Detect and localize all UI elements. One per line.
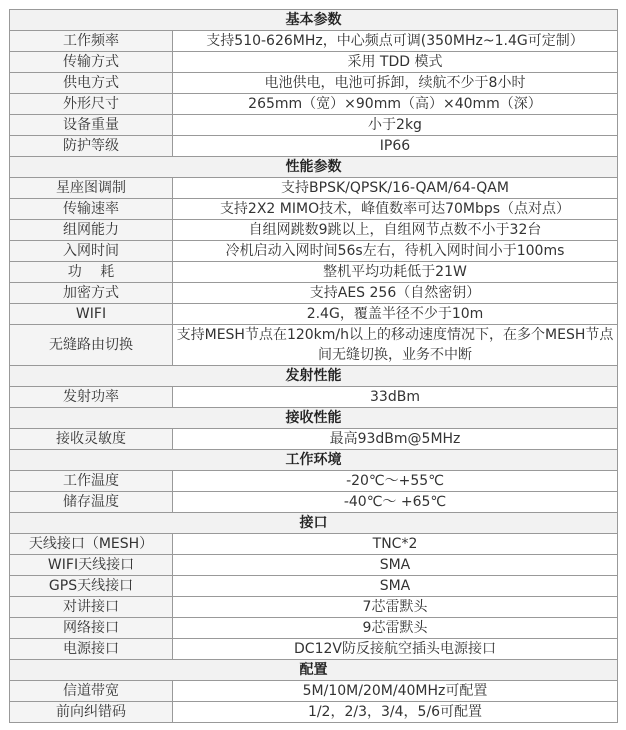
spec-label: 工作温度 xyxy=(10,471,173,492)
spec-row xyxy=(10,115,618,136)
spec-value: 支持510-626MHz，中心频点可调(350MHz~1.4G可定制） xyxy=(173,31,618,52)
spec-row xyxy=(10,387,618,408)
spec-label: WIFI xyxy=(10,304,173,325)
spec-row xyxy=(10,576,618,597)
spec-row xyxy=(10,681,618,702)
spec-label: 电源接口 xyxy=(10,639,173,660)
spec-row xyxy=(10,178,618,199)
spec-row xyxy=(10,136,618,157)
spec-label: 加密方式 xyxy=(10,283,173,304)
spec-row xyxy=(10,639,618,660)
spec-row xyxy=(10,471,618,492)
spec-row xyxy=(10,199,618,220)
spec-label: GPS天线接口 xyxy=(10,576,173,597)
spec-row xyxy=(10,304,618,325)
spec-row xyxy=(10,220,618,241)
spec-value: DC12V防反接航空插头电源接口 xyxy=(173,639,618,660)
spec-label: 传输方式 xyxy=(10,52,173,73)
spec-value: 整机平均功耗低于21W xyxy=(173,262,618,283)
spec-value: 冷机启动入网时间56s左右，待机入网时间小于100ms xyxy=(173,241,618,262)
spec-value: 9芯雷默头 xyxy=(173,618,618,639)
spec-label: 外形尺寸 xyxy=(10,94,173,115)
spec-value: 支持AES 256（自然密钥） xyxy=(173,283,618,304)
section-title: 性能参数 xyxy=(10,157,618,178)
spec-row xyxy=(10,241,618,262)
spec-row xyxy=(10,702,618,723)
section-header-row xyxy=(10,450,618,471)
spec-label: 组网能力 xyxy=(10,220,173,241)
spec-value: 33dBm xyxy=(173,387,618,408)
spec-row xyxy=(10,597,618,618)
section-title: 发射性能 xyxy=(10,366,618,387)
spec-value: SMA xyxy=(173,576,618,597)
section-header-row xyxy=(10,366,618,387)
spec-row xyxy=(10,262,618,283)
spec-label: 前向纠错码 xyxy=(10,702,173,723)
spec-value: 小于2kg xyxy=(173,115,618,136)
spec-value: 自组网跳数9跳以上，自组网节点数不小于32台 xyxy=(173,220,618,241)
spec-label: 入网时间 xyxy=(10,241,173,262)
spec-value: 采用 TDD 模式 xyxy=(173,52,618,73)
spec-sheet xyxy=(9,9,617,723)
spec-table xyxy=(9,9,618,723)
section-header-row xyxy=(10,660,618,681)
spec-label: 供电方式 xyxy=(10,73,173,94)
spec-row xyxy=(10,534,618,555)
spec-label: WIFI天线接口 xyxy=(10,555,173,576)
spec-value: 7芯雷默头 xyxy=(173,597,618,618)
spec-row xyxy=(10,94,618,115)
spec-row xyxy=(10,492,618,513)
spec-value: 电池供电，电池可拆卸，续航不少于8小时 xyxy=(173,73,618,94)
spec-row xyxy=(10,283,618,304)
spec-value: TNC*2 xyxy=(173,534,618,555)
spec-value: 5M/10M/20M/40MHz可配置 xyxy=(173,681,618,702)
spec-label: 星座图调制 xyxy=(10,178,173,199)
spec-row xyxy=(10,52,618,73)
spec-label: 发射功率 xyxy=(10,387,173,408)
spec-row xyxy=(10,31,618,52)
spec-value: 2.4G，覆盖半径不少于10m xyxy=(173,304,618,325)
section-title: 配置 xyxy=(10,660,618,681)
spec-table-body xyxy=(10,10,618,723)
spec-label: 工作频率 xyxy=(10,31,173,52)
section-header-row xyxy=(10,408,618,429)
spec-value: 最高93dBm@5MHz xyxy=(173,429,618,450)
section-title: 接收性能 xyxy=(10,408,618,429)
spec-label: 传输速率 xyxy=(10,199,173,220)
spec-label: 天线接口（MESH） xyxy=(10,534,173,555)
section-title: 基本参数 xyxy=(10,10,618,31)
section-title: 工作环境 xyxy=(10,450,618,471)
spec-value: -20℃～+55℃ xyxy=(173,471,618,492)
spec-value: 1/2，2/3，3/4，5/6可配置 xyxy=(173,702,618,723)
spec-value: SMA xyxy=(173,555,618,576)
spec-label: 网络接口 xyxy=(10,618,173,639)
spec-value: 265mm（宽）×90mm（高）×40mm（深） xyxy=(173,94,618,115)
spec-value: 支持BPSK/QPSK/16-QAM/64-QAM xyxy=(173,178,618,199)
spec-value: IP66 xyxy=(173,136,618,157)
spec-label: 储存温度 xyxy=(10,492,173,513)
spec-value: 支持MESH节点在120km/h以上的移动速度情况下，在多个MESH节点间无缝切换，业务不中断 xyxy=(173,325,618,366)
spec-value: 支持2X2 MIMO技术，峰值数率可达70Mbps（点对点） xyxy=(173,199,618,220)
spec-row xyxy=(10,429,618,450)
spec-label: 对讲接口 xyxy=(10,597,173,618)
spec-label: 接收灵敏度 xyxy=(10,429,173,450)
section-header-row xyxy=(10,513,618,534)
spec-value: -40℃～ +65℃ xyxy=(173,492,618,513)
section-title: 接口 xyxy=(10,513,618,534)
spec-label: 信道带宽 xyxy=(10,681,173,702)
section-header-row xyxy=(10,10,618,31)
spec-label: 设备重量 xyxy=(10,115,173,136)
spec-row xyxy=(10,73,618,94)
spec-label: 功 耗 xyxy=(10,262,173,283)
spec-row xyxy=(10,555,618,576)
section-header-row xyxy=(10,157,618,178)
spec-label: 防护等级 xyxy=(10,136,173,157)
spec-label: 无缝路由切换 xyxy=(10,325,173,366)
spec-row xyxy=(10,618,618,639)
spec-row xyxy=(10,325,618,366)
